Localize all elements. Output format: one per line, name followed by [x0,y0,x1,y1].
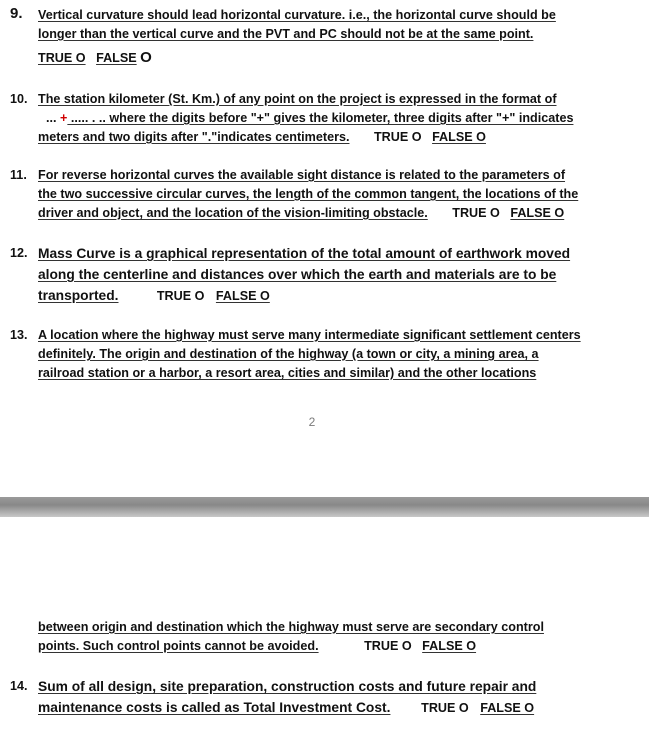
false-option[interactable]: FALSE O [510,206,565,220]
false-option[interactable]: FALSE O [432,130,486,144]
false-option[interactable]: FALSE O [422,639,477,653]
question-text-line: maintenance costs is called as Total Investment Cost. TRUE O FALSE O [38,700,535,715]
question-11 [10,166,635,226]
question-text-line: transported. TRUE O FALSE O [38,288,270,303]
answer-options [38,48,152,68]
page-number: 2 [308,415,316,429]
true-option[interactable]: TRUE O [452,206,500,220]
question-text-line: definitely. The origin and destination of the highway (a town or city, a mining area, a [38,347,539,361]
false-option[interactable]: FALSE O [480,701,535,715]
question-text-line: For reverse horizontal curves the available sight distance is related to the parameters of [38,168,566,182]
page-break-gap [0,497,649,517]
question-10 [10,90,635,150]
question-number: 13. [10,328,28,342]
document-page-2 [0,517,649,749]
question-text-line: along the centerline and distances over which the earth and materials are to be [38,267,557,282]
question-text-line: Sum of all design, site preparation, construction costs and future repair and [38,679,537,694]
question-number: 12. [10,246,28,260]
question-text-line: driver and object, and the location of the vision-limiting obstacle. TRUE O FALSE O [38,206,565,220]
question-number: 9. [10,5,23,22]
question-text-line: ... + ..... . .. where the digits before "+" gives the kilometer, three digits after "+" indicates [46,111,574,125]
question-13 [10,326,635,386]
question-number: 14. [10,679,28,693]
question-text-line: Mass Curve is a graphical representation of the total amount of earthwork moved [38,246,571,261]
true-option[interactable]: TRUE O [156,289,205,303]
question-text-line: meters and two digits after "."indicates centimeters. TRUE O FALSE O [38,130,486,144]
question-text-line: points. Such control points cannot be avoided. TRUE O FALSE O [38,639,477,653]
false-option-mark[interactable]: O [140,49,152,66]
true-option[interactable]: TRUE O [421,701,469,715]
false-option[interactable]: FALSE [96,51,137,65]
true-option[interactable]: TRUE O [373,130,422,144]
question-text-line: The station kilometer (St. Km.) of any point on the project is expressed in the format of [38,92,557,106]
question-text-line: Vertical curvature should lead horizontal curvature. i.e., the horizontal curve should be [38,8,556,22]
question-text-line: between origin and destination which the highway must serve are secondary control [38,620,544,634]
question-14 [10,676,635,720]
false-option[interactable]: FALSE O [215,289,270,303]
true-option[interactable]: TRUE O [364,639,412,653]
question-12 [10,243,635,307]
question-number: 11. [10,168,27,182]
question-text-line: longer than the vertical curve and the PVT and PC should not be at the same point. [38,27,534,41]
question-text-line: the two successive circular curves, the length of the common tangent, the locations of the [38,187,579,201]
question-number: 10. [10,92,28,106]
true-option[interactable]: TRUE O [38,51,86,65]
question-9 [10,4,635,68]
question-text-line: A location where the highway must serve many intermediate significant settlement centers [38,328,581,342]
question-text-line: railroad station or a harbor, a resort area, cities and similar) and the other locations [38,366,537,380]
